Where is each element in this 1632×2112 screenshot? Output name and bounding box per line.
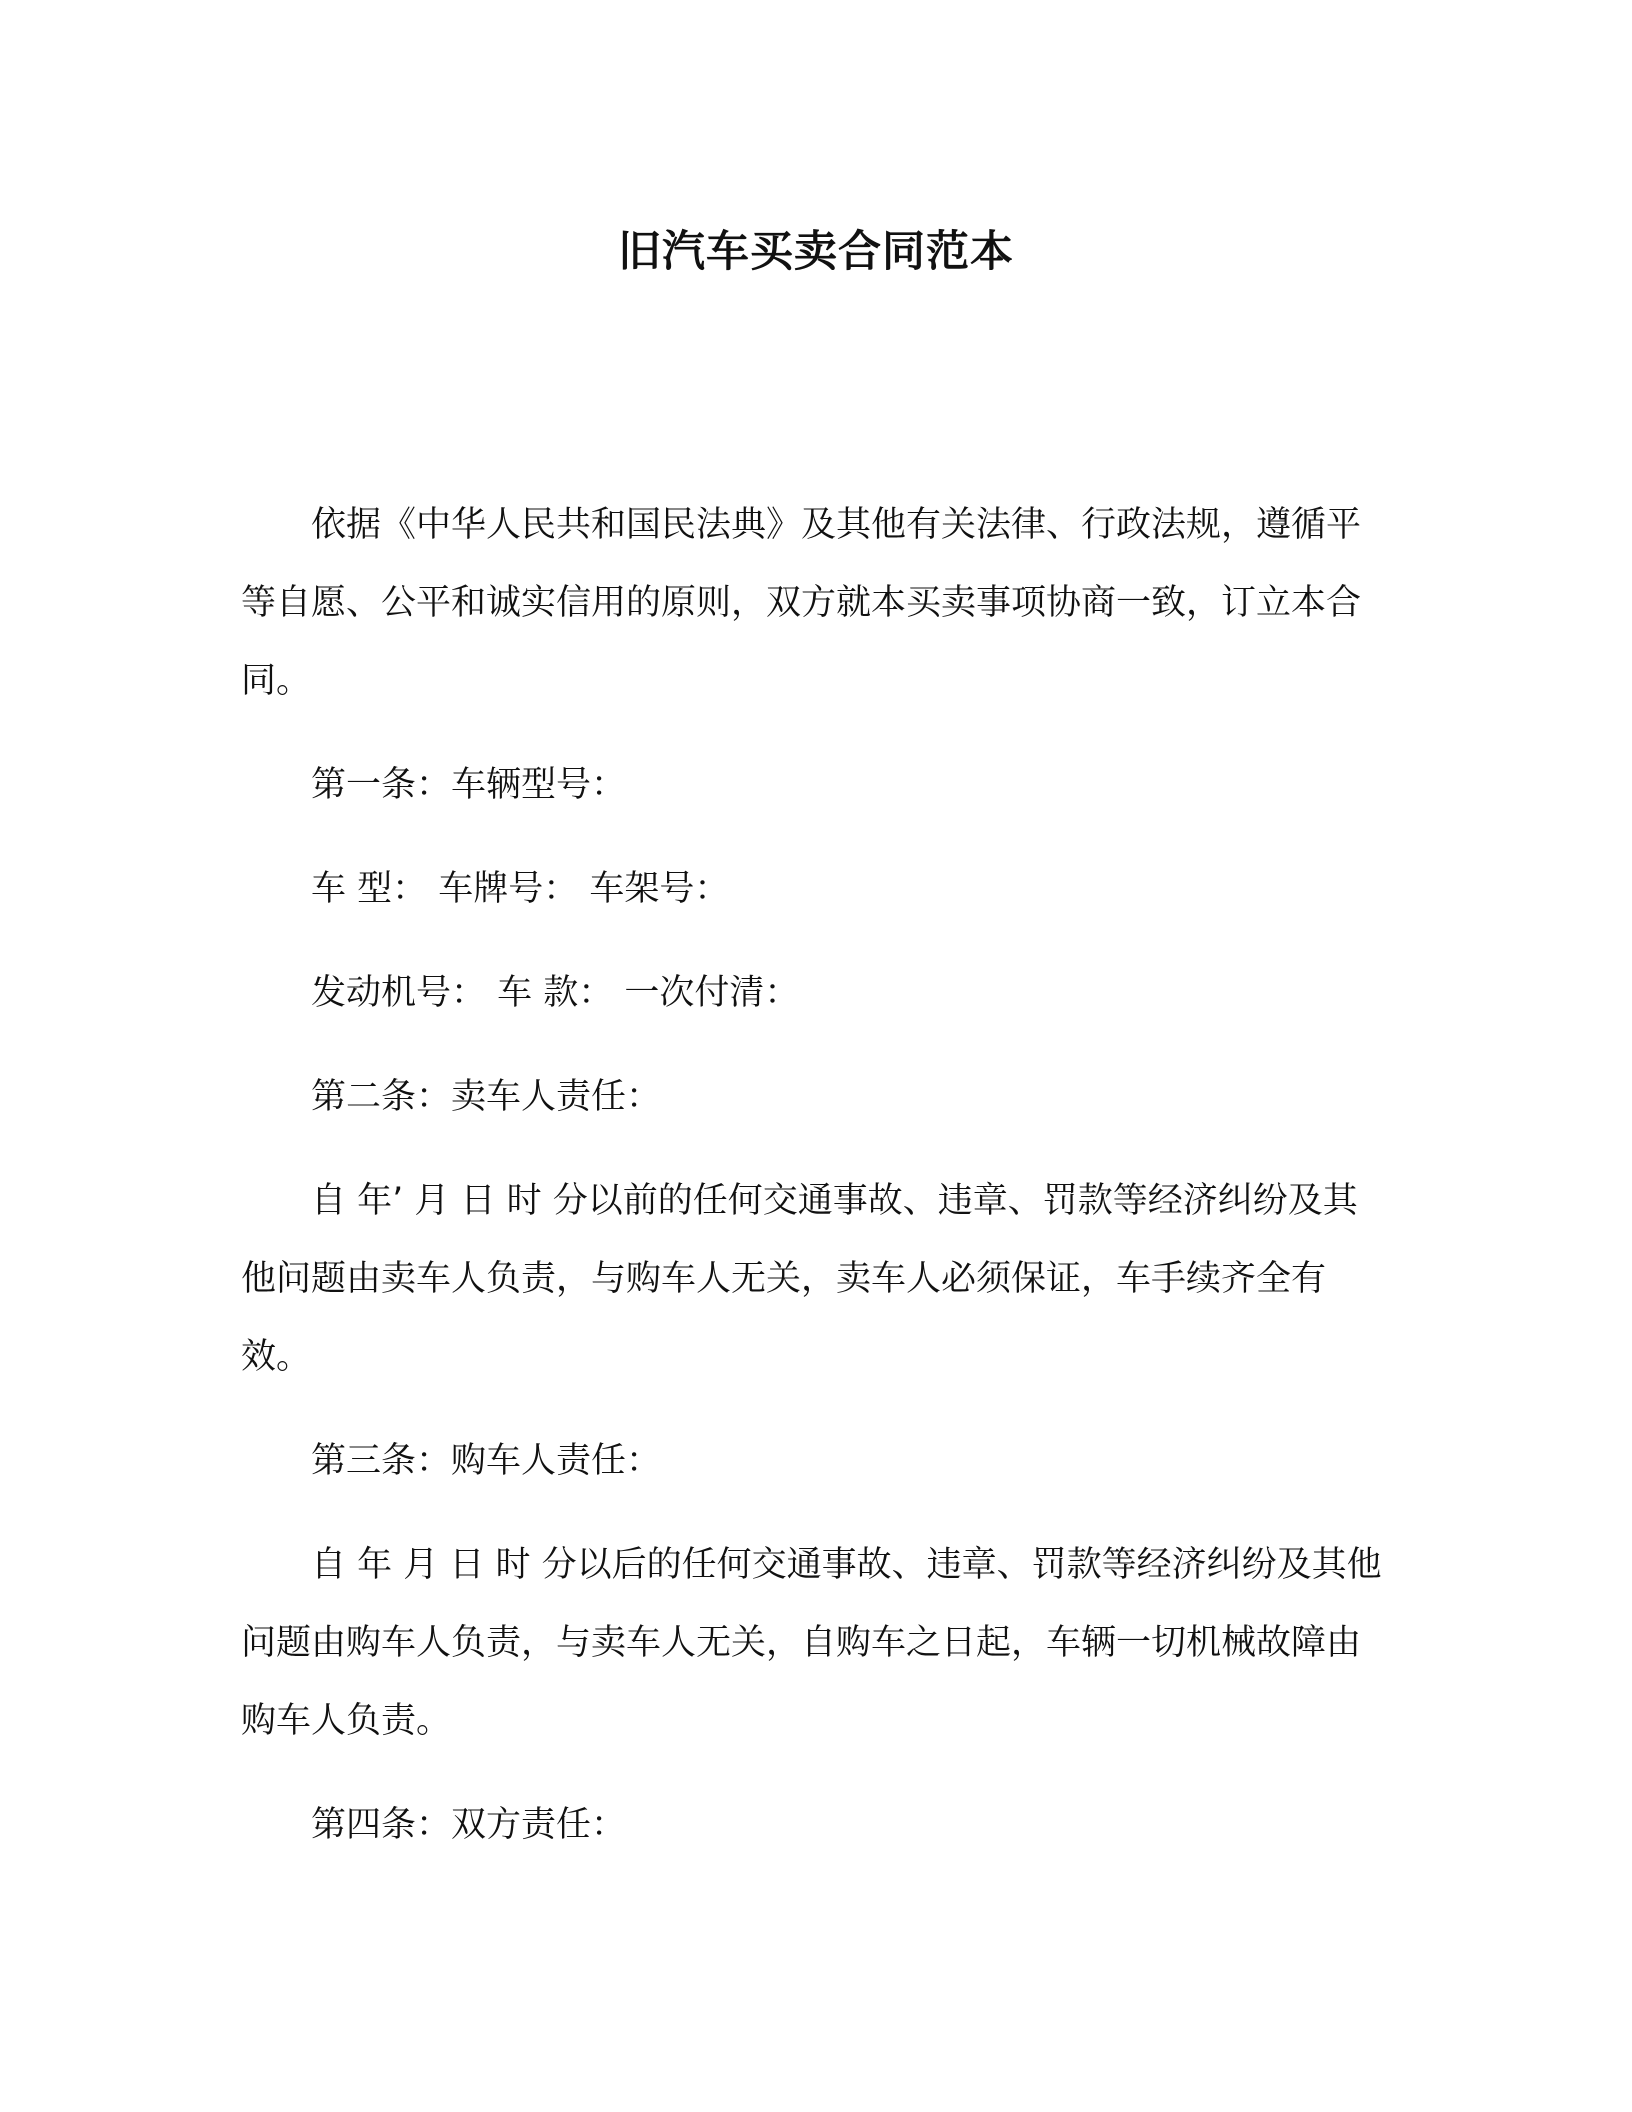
- paragraph-preamble: 依据《中华人民共和国民法典》及其他有关法律、行政法规，遵循平等自愿、公平和诚实信用的原则，双方就本买卖事项协商一致，订立本合同。: [241, 505, 1362, 701]
- article-2-heading: 第二条：卖车人责任：: [311, 1077, 662, 1117]
- article-1-heading: 第一条：车辆型号：: [311, 765, 627, 805]
- vehicle-fields-line-2: 发动机号： 车 款： 一次付清：: [311, 973, 800, 1013]
- seller-responsibility-text: 自 年’ 月 日 时 分以前的任何交通事故、违章、罚款等经济纠纷及其他问题由卖车人负责，与购车人无关，卖车人必须保证，车手续齐全有效。: [241, 1181, 1358, 1377]
- document-body: [241, 486, 1391, 1864]
- article-3-heading: 第三条：购车人责任：: [311, 1441, 662, 1481]
- article-4-heading: 第四条：双方责任：: [311, 1805, 627, 1845]
- buyer-responsibility-text: 自 年 月 日 时 分以后的任何交通事故、违章、罚款等经济纠纷及其他问题由购车人负责，与卖车人无关，自购车之日起，车辆一切机械故障由购车人负责。: [241, 1545, 1382, 1741]
- vehicle-fields-line-1: 车 型： 车牌号： 车架号：: [311, 869, 730, 909]
- document-title: 旧汽车买卖合同范本: [618, 227, 1014, 277]
